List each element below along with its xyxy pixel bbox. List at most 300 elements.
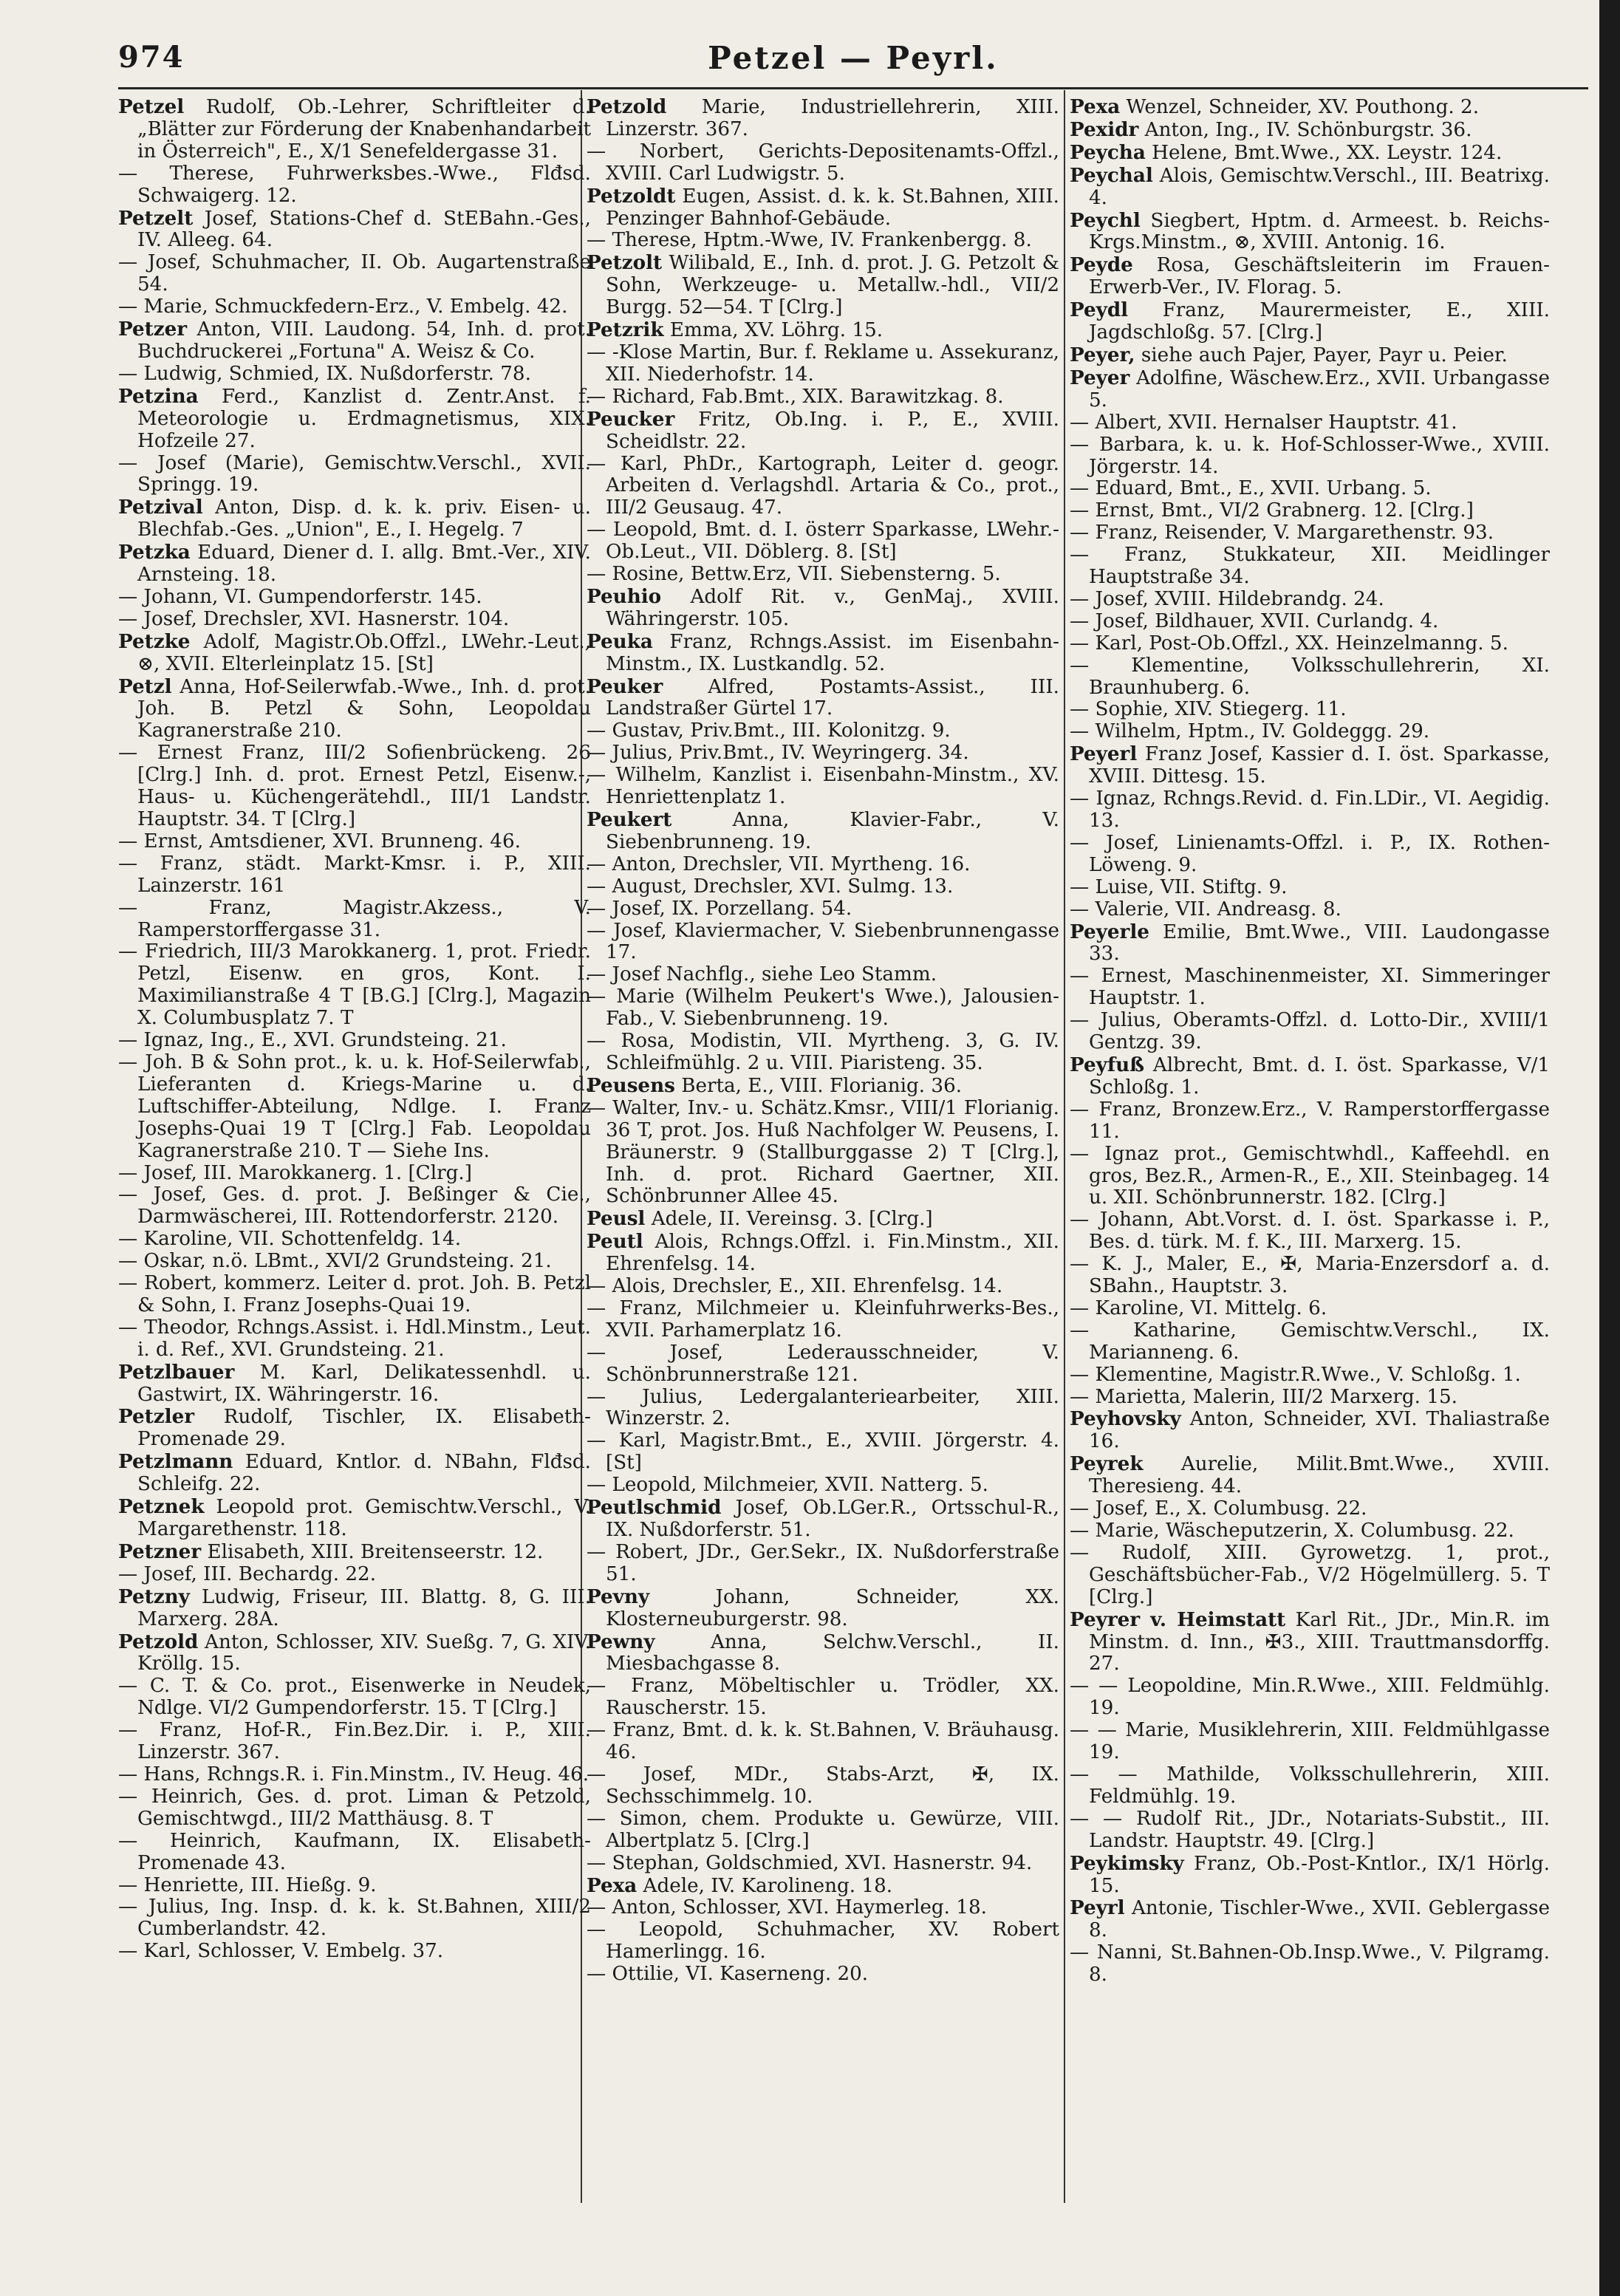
entry-text: — Wilhelm, Hptm., IV. Goldeggg. 29. [1070, 720, 1430, 743]
directory-entry [587, 1231, 1059, 1276]
directory-entry [118, 631, 591, 676]
directory-entry [118, 1361, 591, 1407]
directory-entry [1070, 1254, 1550, 1298]
directory-entry [1070, 1298, 1550, 1320]
directory-entry [587, 386, 1059, 409]
directory-entry [118, 1406, 591, 1451]
directory-entry [587, 454, 1059, 520]
entry-text: — Josef, Klaviermacher, V. Siebenbrunnengasse 17. [587, 919, 1059, 964]
directory-entry [1070, 1542, 1550, 1609]
directory-entry [587, 631, 1059, 676]
entry-text: Antonie, Tischler-Wwe., XVII. Geblergasse 8. [1089, 1897, 1550, 1942]
entry-text: Fritz, Ob.Ing. i. P., E., XVIII. Scheidlstr. 22. [606, 408, 1059, 453]
entry-text: — Richard, Fab.Bmt., XIX. Barawitzkag. 8. [587, 385, 1004, 408]
entry-text: Alois, Rchngs.Offzl. i. Fin.Minstm., XII. Ehrenfelsg. 14. [606, 1231, 1059, 1276]
entry-text: — Oskar, n.ö. LBmt., XVI/2 Grundsteing. 21. [118, 1250, 552, 1273]
entry-text: — Leopold, Bmt. d. I. österr Sparkasse, LWehr.-Ob.Leut., VII. Döblerg. 8. [St] [587, 519, 1059, 564]
entry-text: Rosa, Geschäftsleiterin im Frauen-Erwerb-Ver., IV. Florag. 5. [1089, 254, 1550, 299]
directory-entry [587, 765, 1059, 809]
entry-text: — Hans, Rchngs.R. i. Fin.Minstm., IV. Heug. 46. [118, 1763, 589, 1786]
entry-surname: Pexidr [1070, 117, 1139, 141]
directory-entry [587, 1031, 1059, 1075]
directory-entry [587, 252, 1059, 319]
entry-surname: Peuker [587, 674, 663, 698]
entry-text: — Ernst, Amtsdiener, XVI. Brunneng. 46. [118, 830, 521, 853]
directory-entry [1070, 1720, 1550, 1764]
directory-entry [118, 541, 591, 587]
directory-entry [1070, 921, 1550, 966]
directory-entry [587, 1897, 1059, 1919]
directory-entry [587, 720, 1059, 742]
entry-surname: Petzl [118, 674, 172, 698]
directory-entry [1070, 299, 1550, 344]
entry-text: — Anton, Schlosser, XVI. Haymerleg. 18. [587, 1896, 987, 1919]
entry-text: M. Karl, Delikatessenhdl. u. Gastwirt, IX. Währingerstr. 16. [137, 1361, 591, 1406]
entry-text: Franz, Rchngs.Assist. im Eisenbahn-Minstm., IX. Lustkandlg. 52. [606, 630, 1059, 675]
directory-entry [118, 1184, 591, 1229]
entry-text: Adele, IV. Karolineng. 18. [637, 1874, 893, 1897]
directory-entry [587, 1475, 1059, 1497]
directory-entry [587, 898, 1059, 920]
entry-text: — Friedrich, III/3 Marokkanerg. 1, prot. Friedr. Petzl, Eisenw. en gros, Kont. I. Maximilianstraße 4 T [B.G.] [Clrg.], Magazin X. Columbusplatz 7. T [118, 940, 591, 1030]
entry-text: Franz, Ob.-Post-Kntlor., IX/1 Hörlg. 15. [1089, 1852, 1550, 1897]
entry-text: — Leopold, Schuhmacher, XV. Robert Hamerlingg. 16. [587, 1919, 1059, 1964]
entry-text: — Ignaz prot., Gemischtwhdl., Kaffeehdl. en gros, Bez.R., Armen-R., E., XII. Steinbageg. 14 u. XII. Schönbrunnerstr. 182. [Clrg.] [1070, 1142, 1550, 1209]
entry-text: — Albert, XVII. Hernalser Hauptstr. 41. [1070, 411, 1457, 434]
directory-entry [1070, 522, 1550, 544]
entry-text: — Rosine, Bettw.Erz, VII. Siebensterng. 5. [587, 563, 1001, 586]
entry-surname: Petzlbauer [118, 1360, 235, 1384]
directory-entry [587, 986, 1059, 1031]
directory-entry [587, 230, 1059, 252]
directory-entry [118, 163, 591, 208]
entry-surname: Petzny [118, 1585, 190, 1608]
directory-entry [1070, 478, 1550, 500]
page-number: 974 [118, 40, 185, 75]
entry-text: Anna, Klavier-Fabr., V. Siebenbrunneng. 19. [606, 809, 1059, 853]
entry-text: — Luise, VII. Stiftg. 9. [1070, 875, 1288, 898]
directory-entry [1070, 743, 1550, 788]
directory-entry [118, 1720, 591, 1764]
entry-text: Wilibald, E., Inh. d. prot. J. G. Petzolt & Sohn, Werkzeuge- u. Metallw.-hdl., VII/2 Burgg. 52—54. T [Clrg.] [606, 252, 1059, 319]
directory-entry [1070, 1408, 1550, 1453]
entry-surname: Petzelt [118, 206, 194, 230]
directory-entry [118, 252, 591, 296]
entry-text: — Johann, Abt.Vorst. d. I. öst. Sparkasse i. P., Bes. d. türk. M. f. K., III. Marxerg. 15. [1070, 1209, 1550, 1254]
directory-entry [118, 1764, 591, 1786]
directory-entry [1070, 721, 1550, 743]
directory-entry [118, 1030, 591, 1052]
directory-entry [118, 1564, 591, 1586]
entry-text: Adolfine, Wäschew.Erz., XVII. Urbangasse 5. [1089, 366, 1550, 411]
entry-text: — — Rudolf Rit., JDr., Notariats-Substit., III. Landstr. Hauptstr. 49. [Clrg.] [1070, 1807, 1550, 1852]
entry-text: Emilie, Bmt.Wwe., VIII. Laudongasse 33. [1089, 920, 1550, 966]
entry-text: — Franz, Hof-R., Fin.Bez.Dir. i. P., XIII. Linzerstr. 367. [118, 1719, 591, 1764]
directory-entry [118, 1229, 591, 1251]
entry-text: Wenzel, Schneider, XV. Pouthong. 2. [1120, 96, 1480, 118]
entry-text: — Josef (Marie), Gemischtw.Verschl., XVII. Springg. 19. [118, 451, 591, 496]
entry-text: — Gustav, Priv.Bmt., III. Kolonitzg. 9. [587, 720, 951, 742]
entry-text: Adolf, Magistr.Ob.Offzl., LWehr.-Leut., ⊗, XVII. Elterleinplatz 15. [St] [137, 630, 591, 675]
entry-text: — Marie (Wilhelm Peukert's Wwe.), Jalousien-Fab., V. Siebenbrunneng. 19. [587, 985, 1059, 1031]
entry-text: — Josef, Linienamts-Offzl. i. P., IX. Rothen-Löweng. 9. [1070, 831, 1550, 876]
directory-entry [587, 1919, 1059, 1964]
entry-surname: Peyerle [1070, 920, 1149, 943]
directory-entry [118, 96, 591, 163]
directory-entry [118, 1052, 591, 1163]
directory-entry [587, 1964, 1059, 1986]
directory-entry [118, 1786, 591, 1831]
entry-text: — Karl, Magistr.Bmt., E., XVIII. Jörgerstr. 4. [St] [587, 1429, 1059, 1475]
entry-text: Rudolf, Ob.-Lehrer, Schriftleiter d. „Blätter zur Förderung der Knabenhandarbeit in Österreich", E., X/1 Senefeldergasse 31. [137, 96, 591, 163]
entry-text: — Josef, E., X. Columbusg. 22. [1070, 1497, 1367, 1520]
entry-text: — Franz, städt. Markt-Kmsr. i. P., XIII. Lainzerstr. 161 [118, 852, 591, 897]
entry-text: — Julius, Priv.Bmt., IV. Weyringerg. 34. [587, 742, 969, 765]
directory-entry [118, 453, 591, 497]
directory-entry [118, 1896, 591, 1941]
entry-text: Eduard, Diener d. I. allg. Bmt.-Ver., XIV. Arnsteing. 18. [137, 541, 591, 587]
entry-text: — — Leopoldine, Min.R.Wwe., XIII. Feldmühlg. 19. [1070, 1675, 1550, 1720]
directory-entry [118, 1451, 591, 1496]
directory-entry [118, 1941, 591, 1963]
entry-surname: Petzold [118, 1630, 199, 1653]
entry-surname: Petzlmann [118, 1450, 233, 1474]
entry-surname: Peyer, [1070, 343, 1135, 366]
directory-entry [587, 96, 1059, 141]
entry-text: — Julius, Oberamts-Offzl. d. Lotto-Dir., XVIII/1 Gentzg. 39. [1070, 1009, 1550, 1054]
entry-text: — Franz, Milchmeier u. Kleinfuhrwerks-Bes., XVII. Parhamerplatz 16. [587, 1296, 1059, 1342]
entry-text: — — Marie, Musiklehrerin, XIII. Feldmühlgasse 19. [1070, 1719, 1550, 1764]
entry-surname: Petzke [118, 629, 191, 653]
page-edge [1599, 0, 1620, 2296]
directory-entry [587, 586, 1059, 631]
directory-entry [587, 1387, 1059, 1431]
entry-text: — Joh. B & Sohn prot., k. u. k. Hof-Seilerwfab., Lieferanten d. Kriegs-Marine u. d. Luftschiffer-Abteilung, Ndlge. I. Franz Josephs-Quai 19 T [Clrg.] Fab. Leopoldau Kagranerstraße 210. T — Siehe Ins. [118, 1050, 591, 1162]
entry-text: — Josef, XVIII. Hildebrandg. 24. [1070, 587, 1384, 610]
directory-entry [1070, 1010, 1550, 1054]
directory-entry [1070, 1808, 1550, 1853]
entry-text: Anton, Schlosser, XIV. Sueßg. 7, G. XIV. Kröllg. 15. [137, 1630, 591, 1675]
directory-entry [587, 876, 1059, 898]
entry-surname: Peyhovsky [1070, 1407, 1181, 1431]
page-header [118, 40, 1588, 92]
entry-surname: Peyfuß [1070, 1053, 1145, 1076]
entry-text: — Ludwig, Schmied, IX. Nußdorferstr. 78. [118, 362, 531, 385]
entry-text: Siegbert, Hptm. d. Armeest. b. Reichs-Krgs.Minstm., ⊗, XVIII. Antonig. 16. [1089, 209, 1550, 254]
directory-entry [1070, 655, 1550, 700]
directory-entry [118, 1586, 591, 1631]
entry-text: — Alois, Drechsler, E., XII. Ehrenfelsg. 14. [587, 1275, 1003, 1298]
entry-text: — Franz, Bmt. d. k. k. St.Bahnen, V. Bräuhausg. 46. [587, 1719, 1059, 1764]
directory-entry [1070, 500, 1550, 522]
directory-entry [118, 208, 591, 253]
directory-entry [1070, 1387, 1550, 1409]
entry-surname: Peutlschmid [587, 1496, 722, 1520]
entry-text: Helene, Bmt.Wwe., XX. Leystr. 124. [1145, 141, 1503, 164]
entry-surname: Pevny [587, 1585, 650, 1608]
directory-entry [587, 676, 1059, 721]
entry-text: — August, Drechsler, XVI. Sulmg. 13. [587, 875, 954, 898]
directory-entry [1070, 344, 1550, 367]
entry-surname: Petzival [118, 496, 203, 519]
entry-surname: Peutl [587, 1230, 643, 1254]
entry-text: — Ottilie, VI. Kaserneng. 20. [587, 1963, 869, 1986]
column-divider [1064, 90, 1065, 2203]
directory-entry [587, 1875, 1059, 1898]
entry-text: Berta, E., VIII. Florianig. 36. [674, 1074, 963, 1097]
directory-entry [1070, 1942, 1550, 1986]
entry-surname: Petzolt [587, 251, 663, 275]
directory-entry [1070, 1054, 1550, 1099]
entry-surname: Petzold [587, 95, 667, 118]
entry-surname: Pexa [587, 1873, 638, 1897]
directory-entry [118, 296, 591, 318]
directory-entry [587, 342, 1059, 386]
entry-text: Alfred, Postamts-Assist., III. Landstraßer Gürtel 17. [606, 675, 1059, 720]
directory-entry [1070, 119, 1550, 142]
entry-text: — Rosa, Modistin, VII. Myrtheng. 3, G. IV. Schleifmühlg. 2 u. VIII. Piaristeng. 35. [587, 1030, 1059, 1074]
entry-text: Eugen, Assist. d. k. k. St.Bahnen, XIII. Penzinger Bahnhof-Gebäude. [606, 185, 1059, 230]
entry-text: — C. T. & Co. prot., Eisenwerke in Neudek, Ndlge. VI/2 Gumpendorferstr. 15. T [Clrg.] [118, 1675, 591, 1720]
directory-entry [118, 742, 591, 831]
directory-entry [1070, 210, 1550, 255]
entry-text: Franz Josef, Kassier d. I. öst. Sparkasse, XVIII. Dittesg. 15. [1089, 743, 1550, 788]
directory-entry [118, 318, 591, 363]
entry-surname: Petzina [118, 384, 199, 408]
entry-text: — Karoline, VII. Schottenfeldg. 14. [118, 1228, 462, 1251]
entry-text: — Franz, Magistr.Akzess., V. Ramperstorffergasse 31. [118, 896, 591, 941]
entry-surname: Petzner [118, 1540, 202, 1563]
directory-entry [587, 519, 1059, 564]
entry-surname: Peydl [1070, 298, 1129, 322]
entry-text: — -Klose Martin, Bur. f. Reklame u. Assekuranz, XII. Niederhofstr. 14. [587, 341, 1059, 386]
entry-text: — Julius, Ing. Insp. d. k. k. St.Bahnen, XIII/2 Cumberlandstr. 42. [118, 1896, 591, 1941]
directory-entry [118, 1317, 591, 1361]
directory-entry [1070, 899, 1550, 921]
entry-text: — Rudolf, XIII. Gyrowetzg. 1, prot., Geschäftsbücher-Fab., V/2 Högelmüllerg. 5. T [Clrg.] [1070, 1541, 1550, 1608]
entry-text: Ludwig, Friseur, III. Blattg. 8, G. III. Marxerg. 28A. [137, 1585, 591, 1630]
directory-entry [587, 1720, 1059, 1764]
entry-surname: Peykimsky [1070, 1851, 1184, 1875]
entry-text: — Franz, Bronzew.Erz., V. Ramperstorffergasse 11. [1070, 1098, 1550, 1143]
entry-text: — Josef, Lederausschneider, V. Schönbrunnerstraße 121. [587, 1341, 1059, 1386]
entry-text: Anton, Disp. d. k. k. priv. Eisen- u. Blechfab.-Ges. „Union", E., I. Hegelg. 7 [137, 496, 591, 541]
entry-text: — Nanni, St.Bahnen-Ob.Insp.Wwe., V. Pilgramg. 8. [1070, 1941, 1550, 1986]
directory-entry [118, 587, 591, 609]
directory-entry [118, 898, 591, 942]
entry-text: Johann, Schneider, XX. Klosterneuburgerstr. 98. [606, 1585, 1059, 1630]
entry-text: — Valerie, VII. Andreasg. 8. [1070, 898, 1342, 920]
directory-entry [1070, 1209, 1550, 1254]
entry-surname: Petzler [118, 1405, 195, 1429]
entry-text: — Heinrich, Kaufmann, IX. Elisabeth-Promenade 43. [118, 1829, 591, 1874]
directory-entry [1070, 1764, 1550, 1808]
entry-surname: Peyde [1070, 253, 1133, 277]
entry-text: — Theodor, Rchngs.Assist. i. Hdl.Minstm., Leut. i. d. Ref., XVI. Grundsteing. 21. [118, 1316, 591, 1361]
entry-text: Josef, Ob.LGer.R., Ortsschul-R., IX. Nußdorferstr. 51. [606, 1497, 1059, 1541]
directory-entry [587, 964, 1059, 986]
entry-text: Adolf Rit. v., GenMaj., XVIII. Währingerstr. 105. [606, 585, 1059, 630]
entry-text: — Marietta, Malerin, III/2 Marxerg. 15. [1070, 1385, 1457, 1408]
directory-entry [118, 1875, 591, 1897]
entry-text: Eduard, Kntlor. d. NBahn, Flđsd. Schleifg. 22. [137, 1451, 591, 1496]
directory-entry [1070, 1453, 1550, 1498]
directory-entry [1070, 589, 1550, 611]
entry-surname: Peyrer v. Heimstatt [1070, 1607, 1286, 1631]
entry-text: — Therese, Fuhrwerksbes.-Wwe., Flđsd. Schwaigerg. 12. [118, 162, 591, 207]
directory-entry [118, 1675, 591, 1720]
directory-entry [1070, 611, 1550, 633]
entry-text: — Josef, Bildhauer, XVII. Curlandg. 4. [1070, 609, 1439, 632]
directory-entry [1070, 1520, 1550, 1542]
entry-text: Anton, Schneider, XVI. Thaliastraße 16. [1089, 1408, 1550, 1453]
entry-text: Anna, Hof-Seilerwfab.-Wwe., Inh. d. prot. Joh. B. Petzl & Sohn, Leopoldau Kagranerstraße 210. [137, 675, 591, 742]
entry-surname: Peyrl [1070, 1896, 1125, 1920]
entry-text: Aurelie, Milit.Bmt.Wwe., XVIII. Theresieng. 44. [1089, 1453, 1550, 1498]
directory-entry [587, 1430, 1059, 1475]
entry-text: — Josef, IX. Porzellang. 54. [587, 897, 852, 920]
directory-entry [1070, 966, 1550, 1010]
entry-text: — K. J., Maler, E., ✠, Maria-Enzersdorf a. d. SBahn., Hauptstr. 3. [1070, 1253, 1550, 1298]
entry-text: — Marie, Schmuckfedern-Erz., V. Embelg. 42. [118, 295, 568, 318]
directory-entry [118, 853, 591, 898]
directory-entry [587, 742, 1059, 765]
directory-entry [118, 831, 591, 853]
entry-surname: Peyerl [1070, 742, 1138, 766]
directory-entry [1070, 142, 1550, 165]
entry-text: — Norbert, Gerichts-Depositenamts-Offzl., XVIII. Carl Ludwigstr. 5. [587, 140, 1059, 185]
entry-surname: Peusens [587, 1073, 675, 1097]
entry-surname: Pexa [1070, 95, 1121, 118]
directory-entry [587, 185, 1059, 230]
directory-entry [1070, 544, 1550, 589]
entry-text: — Katharine, Gemischtw.Verschl., IX. Marianneng. 6. [1070, 1319, 1550, 1364]
entry-text: siehe auch Pajer, Payer, Payr u. Peier. [1135, 344, 1508, 366]
directory-entry [1070, 633, 1550, 655]
entry-surname: Peychal [1070, 163, 1153, 187]
directory-entry [587, 1342, 1059, 1387]
entry-text: — Walter, Inv.- u. Schätz.Kmsr., VIII/1 Florianig. 36 T, prot. Jos. Huß Nachfolger W. Peusens, I. Bräunerstr. 9 (Stallburggasse 2) T [Clrg.], Inh. d. prot. Richard Gaertner, XII. Schönbrunner Allee 45. [587, 1096, 1059, 1208]
directory-entry [1070, 1853, 1550, 1898]
column-right [1070, 96, 1550, 1986]
entry-text: — — Mathilde, Volksschullehrerin, XIII. Feldmühlg. 19. [1070, 1763, 1550, 1808]
entry-text: — Julius, Ledergalanteriearbeiter, XIII. Winzerstr. 2. [587, 1385, 1059, 1430]
entry-surname: Peusl [587, 1207, 646, 1231]
entry-surname: Petzel [118, 95, 185, 118]
entry-text: Ferd., Kanzlist d. Zentr.Anst. f. Meteorologie u. Erdmagnetismus, XIX. Hofzeile 27. [137, 385, 591, 452]
entry-text: — Josef, III. Bechardg. 22. [118, 1562, 377, 1585]
directory-entry [587, 1208, 1059, 1231]
column-left [118, 96, 591, 1963]
entry-text: — Henriette, III. Hießg. 9. [118, 1873, 377, 1896]
entry-text: — Barbara, k. u. k. Hof-Schlosser-Wwe., XVIII. Jörgerstr. 14. [1070, 433, 1550, 478]
entry-text: — Marie, Wäscheputzerin, X. Columbusg. 22. [1070, 1520, 1514, 1542]
entry-text: Albrecht, Bmt. d. I. öst. Sparkasse, V/1 Schloßg. 1. [1089, 1053, 1550, 1099]
directory-entry [587, 319, 1059, 342]
entry-text: — Franz, Stukkateur, XII. Meidlinger Hauptstraße 34. [1070, 544, 1550, 589]
entry-text: — Karoline, VI. Mittelg. 6. [1070, 1296, 1327, 1319]
entry-text: — Josef, III. Marokkanerg. 1. [Clrg.] [118, 1161, 472, 1184]
directory-entry [1070, 1897, 1550, 1942]
entry-surname: Peychl [1070, 208, 1141, 232]
directory-entry [587, 141, 1059, 185]
directory-entry [118, 1251, 591, 1273]
directory-entry [1070, 1144, 1550, 1210]
directory-entry [1070, 254, 1550, 299]
entry-text: Adele, II. Vereinsg. 3. [Clrg.] [645, 1208, 933, 1231]
directory-entry [118, 496, 591, 541]
directory-entry [118, 609, 591, 631]
directory-entry [118, 1831, 591, 1875]
entry-text: Anna, Selchw.Verschl., II. Miesbachgasse 8. [606, 1630, 1059, 1675]
running-title: Petzel — Peyrl. [708, 40, 999, 76]
entry-surname: Petznek [118, 1495, 205, 1519]
entry-text: — Josef, MDr., Stabs-Arzt, ✠, IX. Sechsschimmelg. 10. [587, 1763, 1059, 1808]
directory-entry [587, 920, 1059, 965]
directory-entry [118, 363, 591, 386]
entry-text: — Simon, chem. Produkte u. Gewürze, VIII. Albertplatz 5. [Clrg.] [587, 1807, 1059, 1852]
directory-entry [587, 1764, 1059, 1808]
directory-entry [1070, 1609, 1550, 1676]
entry-surname: Peuka [587, 629, 653, 653]
entry-text: — Wilhelm, Kanzlist i. Eisenbahn-Minstm., XV. Henriettenplatz 1. [587, 764, 1059, 809]
directory-entry [1070, 165, 1550, 210]
directory-entry [118, 941, 591, 1030]
entry-text: — Franz, Reisender, V. Margarethenstr. 93. [1070, 522, 1494, 544]
directory-entry [587, 1675, 1059, 1720]
directory-entry [1070, 96, 1550, 119]
entry-surname: Peucker [587, 407, 675, 431]
directory-entry [118, 1541, 591, 1564]
directory-entry [118, 386, 591, 453]
entry-text: Josef, Stations-Chef d. StEBahn.-Ges., IV. Alleeg. 64. [137, 207, 591, 252]
entry-text: — Therese, Hptm.-Wwe, IV. Frankenbergg. 8. [587, 229, 1032, 252]
entry-surname: Peyer [1070, 366, 1130, 389]
entry-text: Franz, Maurermeister, E., XIII. Jagdschloßg. 57. [Clrg.] [1089, 299, 1550, 344]
directory-entry [1070, 434, 1550, 479]
directory-entry [118, 1631, 591, 1676]
directory-entry [1070, 699, 1550, 721]
entry-surname: Petzka [118, 541, 191, 564]
directory-entry [118, 1496, 591, 1541]
directory-entry [587, 1298, 1059, 1342]
entry-text: Anton, VIII. Laudong. 54, Inh. d. prot. Buchdruckerei „Fortuna" A. Weisz & Co. [137, 318, 591, 363]
entry-text: — Klementine, Volksschullehrerin, XI. Braunhuberg. 6. [1070, 654, 1550, 699]
directory-entry [587, 1853, 1059, 1875]
entry-text: — Anton, Drechsler, VII. Myrtheng. 16. [587, 853, 971, 875]
header-rule [118, 87, 1588, 89]
entry-surname: Petzoldt [587, 184, 676, 208]
directory-entry [1070, 1364, 1550, 1387]
entry-text: — Leopold, Milchmeier, XVII. Natterg. 5. [587, 1474, 988, 1497]
directory-entry [118, 1163, 591, 1185]
entry-text: — Josef, Schuhmacher, II. Ob. Augartenstraße 54. [118, 251, 591, 296]
directory-entry [1070, 1498, 1550, 1520]
entry-surname: Peycha [1070, 140, 1146, 164]
entry-text: — Josef Nachflg., siehe Leo Stamm. [587, 963, 937, 986]
entry-text: Elisabeth, XIII. Breitenseerstr. 12. [201, 1540, 544, 1563]
entry-text: Anton, Ing., IV. Schönburgstr. 36. [1138, 118, 1472, 141]
entry-text: — Karl, PhDr., Kartograph, Leiter d. geogr. Arbeiten d. Verlagshdl. Artaria & Co., prot., III/2 Geusaug. 47. [587, 452, 1059, 519]
directory-entry [587, 1586, 1059, 1631]
entry-text: — Josef, Drechsler, XVI. Hasnerstr. 104. [118, 607, 510, 630]
entry-text: — Klementine, Magistr.R.Wwe., V. Schloßg. 1. [1070, 1363, 1521, 1386]
entry-text: Leopold prot. Gemischtw.Verschl., V. Margarethenstr. 118. [137, 1496, 591, 1540]
directory-entry [587, 1542, 1059, 1586]
entry-text: — Ernest, Maschinenmeister, XI. Simmeringer Hauptstr. 1. [1070, 965, 1550, 1010]
entry-text: Karl Rit., JDr., Min.R. im Minstm. d. Inn., ✠3., XIII. Trauttmansdorffg. 27. [1089, 1608, 1550, 1675]
directory-entry [118, 1273, 591, 1317]
